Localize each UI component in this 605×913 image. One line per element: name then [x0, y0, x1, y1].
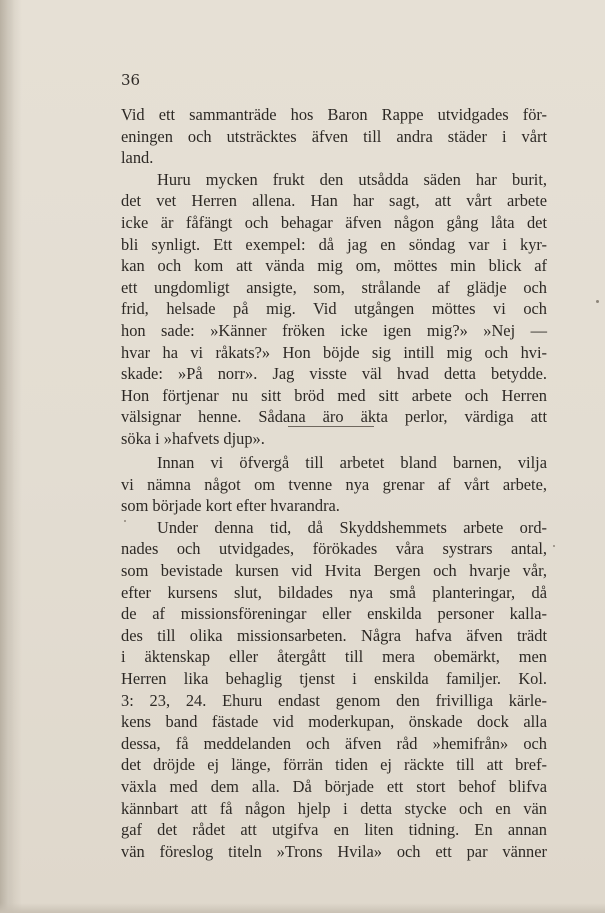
text-line: i äktenskap eller återgått till mera obemärkt, men — [121, 647, 547, 667]
text-line: välsignar henne. Sådana äro äkta perlor, värdiga att — [121, 407, 547, 427]
text-line: ett ungdomligt ansigte, som, strålande af glädje och — [121, 277, 547, 297]
text-line: det dröjde ej länge, förrän tiden ej räckte till att bref- — [121, 755, 547, 775]
text-line: söka i »hafvets djup». — [121, 428, 265, 448]
text-block-1 — [121, 104, 547, 450]
paper-speck — [124, 520, 126, 522]
text-line: nades och utvidgades, förökades våra systrars antal, — [121, 539, 547, 559]
text-line: som bevistade kursen vid Hvita Bergen och hvarje vår, — [121, 560, 547, 580]
paper-speck — [596, 300, 599, 303]
text-line: de af missionsföreningar eller enskilda personer kalla- — [121, 604, 547, 624]
text-line: som började kort efter hvarandra. — [121, 496, 340, 516]
text-line: vän föreslog titeln »Trons Hvila» och ett par vänner — [121, 841, 547, 861]
page-bottom-shadow — [0, 903, 605, 913]
text-line: dessa, få meddelanden och äfven råd »hemifrån» och — [121, 733, 547, 753]
text-line: efter kursens slut, bildades nya små planteringar, då — [121, 582, 547, 602]
page-gutter-shadow — [0, 0, 14, 913]
text-line: Hon förtjenar nu sitt bröd med sitt arbete och Herren — [121, 385, 547, 405]
text-line: skade: »På norr». Jag visste väl hvad detta betydde. — [121, 364, 547, 384]
text-line: det vet Herren allena. Han har sagt, att vårt arbete — [121, 191, 547, 211]
text-line: Herren lika behaglig tjenst i enskilda familjer. Kol. — [121, 668, 547, 688]
text-line: kan och kom att vända mig om, möttes min blick af — [121, 256, 547, 276]
text-line: des till olika missionsarbeten. Några hafva äfven trädt — [121, 625, 547, 645]
text-line: kens band fästade vid moderkupan, önskade dock alla — [121, 712, 547, 732]
text-line: frid, helsade på mig. Vid utgången möttes vi och — [121, 299, 547, 319]
text-line: hvar ha vi råkats?» Hon böjde sig intill mig och hvi- — [121, 342, 547, 362]
text-line: bli synligt. Ett exempel: då jag en söndag var i kyr- — [121, 234, 547, 254]
section-divider — [288, 426, 374, 427]
text-line: gaf det rådet att utgifva en liten tidning. En annan — [121, 820, 547, 840]
text-line: hon sade: »Känner fröken icke igen mig?» »Nej — — [121, 320, 547, 340]
text-line: Under denna tid, då Skyddshemmets arbete ord- — [157, 517, 547, 537]
text-line: Huru mycken frukt den utsådda säden har burit, — [157, 169, 547, 189]
text-line: eningen och utsträcktes äfven till andra städer i vårt — [121, 126, 547, 146]
text-line: vi nämna något om tvenne nya grenar af vårt arbete, — [121, 474, 547, 494]
text-line: land. — [121, 148, 154, 168]
text-line: icke är fåfängt och behagar äfven någon gång låta det — [121, 212, 547, 232]
page-number: 36 — [121, 71, 141, 89]
text-line: växla med dem alla. Då började ett stort behof blifva — [121, 776, 547, 796]
text-block-2 — [121, 452, 547, 862]
text-line: kännbart att få någon hjelp i detta stycke och en vän — [121, 798, 547, 818]
text-line: 3: 23, 24. Ehuru endast genom den frivilliga kärle- — [121, 690, 547, 710]
text-line: Innan vi öfvergå till arbetet bland barnen, vilja — [157, 453, 547, 472]
text-line: Vid ett sammanträde hos Baron Rappe utvidgades för- — [121, 105, 547, 124]
paper-speck — [553, 545, 555, 547]
